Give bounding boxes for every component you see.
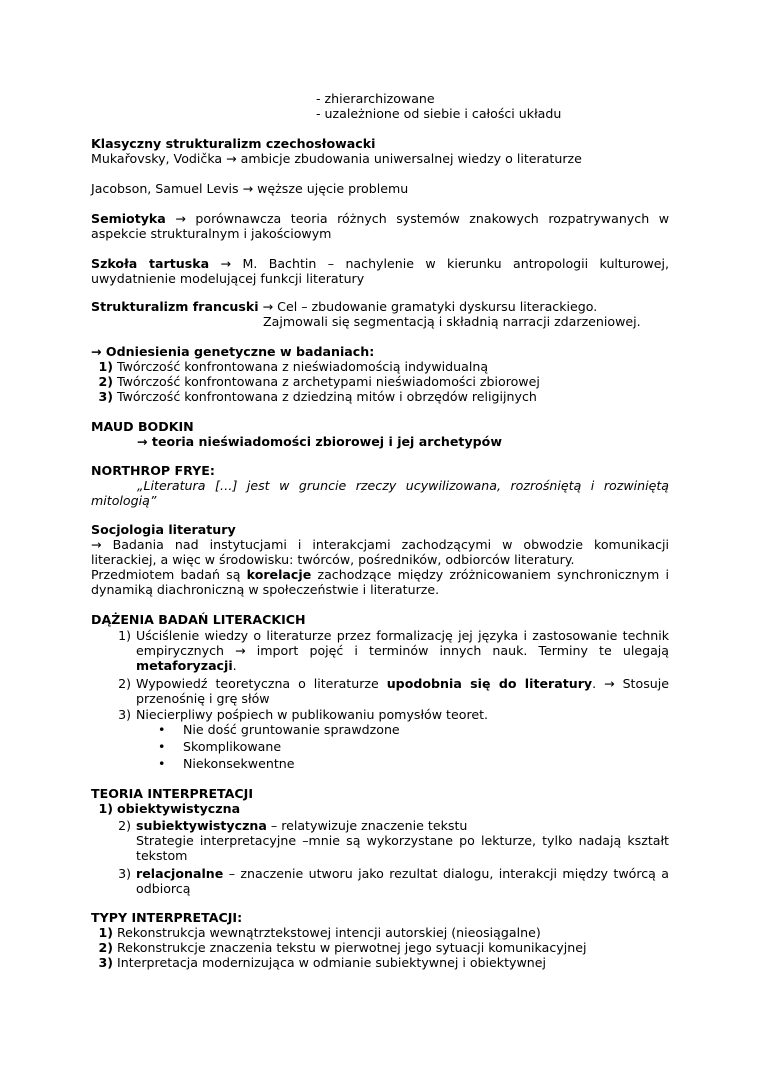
section-heading: MAUD BODKIN bbox=[91, 419, 194, 434]
bullet-item: • Nie dość gruntowanie sprawdzone bbox=[158, 722, 400, 737]
bullet-item: • Skomplikowane bbox=[158, 739, 282, 754]
term: Semiotyka bbox=[91, 211, 166, 226]
bullet-item: • Niekonsekwentne bbox=[158, 756, 295, 771]
section-heading: Klasyczny strukturalizm czechosłowacki bbox=[91, 136, 376, 151]
list-item: 1) Uściślenie wiedzy o literaturze przez formalizację jej języka i zastosowanie technik empirycznych → import pojęć i terminów innych nauk. Terminy te ulegają metaforyzacji. bbox=[118, 628, 669, 673]
tartuska-paragraph: Szkoła tartuska → M. Bachtin – nachylenie w kierunku antropologii kulturowej, uwydatnienie modelującej funkcji literatury bbox=[91, 256, 670, 286]
list-item: 1) Twórczość konfrontowana z nieświadomością indywidualną bbox=[98, 359, 489, 374]
paragraph-line: Mukařovsky, Vodička → ambicje zbudowania uniwersalnej wiedzy o literaturze bbox=[91, 151, 582, 166]
list-item: 2) Rekonstrukcje znaczenia tekstu w pierwotnej jego sytuacji komunikacyjnej bbox=[98, 940, 587, 955]
quote: „Literatura […] jest w gruncie rzeczy ucywilizowana, rozrośniętą i rozwiniętą mitologią” bbox=[91, 478, 669, 508]
paragraph-line: → teoria nieświadomości zbiorowej i jej archetypów bbox=[137, 434, 502, 449]
socjologia-paragraph: → Badania nad instytucjami i interakcjami zachodzącymi w obwodzie komunikacji literackiej, a więc w środowisku: twórców, pośredników, odbiorców literatury. Przedmiotem badań są korelacje zachodzące między zróżnicowaniem synchronicznym i dynamiką diachroniczną w społeczeństwie i literaturze. bbox=[91, 537, 669, 597]
list-item: 2) Wypowiedź teoretyczna o literaturze upodobnia się do literatury. → Stosuje przenośnię i grę słów bbox=[118, 676, 669, 706]
list-item: 2) subiektywistyczna – relatywizuje znaczenie tekstu Strategie interpretacyjne –mnie są wykorzystane po lekturze, tylko nadają kształt tekstom bbox=[118, 818, 669, 863]
list-item: - uzależnione od siebie i całości układu bbox=[316, 106, 562, 121]
list-item: 3) Niecierpliwy pośpiech w publikowaniu pomysłów teoret. bbox=[118, 707, 489, 722]
list-item: - zhierarchizowane bbox=[316, 91, 435, 106]
semiotyka-paragraph: Semiotyka → porównawcza teoria różnych systemów znakowych rozpatrywanych w aspekcie strukturalnym i jakościowym bbox=[91, 211, 669, 241]
term: Szkoła tartuska bbox=[91, 256, 210, 271]
section-heading: TYPY INTERPRETACJI: bbox=[91, 910, 243, 925]
section-heading: → Odniesienia genetyczne w badaniach: bbox=[91, 344, 375, 359]
section-heading: NORTHROP FRYE: bbox=[91, 463, 215, 478]
list-item: 3) Interpretacja modernizująca w odmianie subiektywnej i obiektywnej bbox=[98, 955, 546, 970]
francuski-paragraph: Strukturalizm francuski → Cel – zbudowanie gramatyki dyskursu literackiego. bbox=[91, 299, 598, 314]
list-item: 3) Twórczość konfrontowana z dziedziną mitów i obrzędów religijnych bbox=[98, 389, 537, 404]
list-item: 1) Rekonstrukcja wewnątrztekstowej intencji autorskiej (nieosiągalne) bbox=[98, 925, 541, 940]
section-heading: TEORIA INTERPRETACJI bbox=[91, 786, 254, 801]
paragraph-line: Jacobson, Samuel Levis → węższe ujęcie problemu bbox=[91, 181, 409, 196]
list-item: 1) obiektywistyczna bbox=[98, 801, 241, 816]
list-item: 3) relacjonalne – znaczenie utworu jako rezultat dialogu, interakcji między twórcą a odbiorcą bbox=[118, 866, 669, 896]
section-heading: Socjologia literatury bbox=[91, 522, 236, 537]
list-item: 2) Twórczość konfrontowana z archetypami nieświadomości zbiorowej bbox=[98, 374, 540, 389]
paragraph-line: Zajmowali się segmentacją i składnią narracji zdarzeniowej. bbox=[263, 314, 641, 329]
section-heading: DĄŻENIA BADAŃ LITERACKICH bbox=[91, 612, 306, 627]
